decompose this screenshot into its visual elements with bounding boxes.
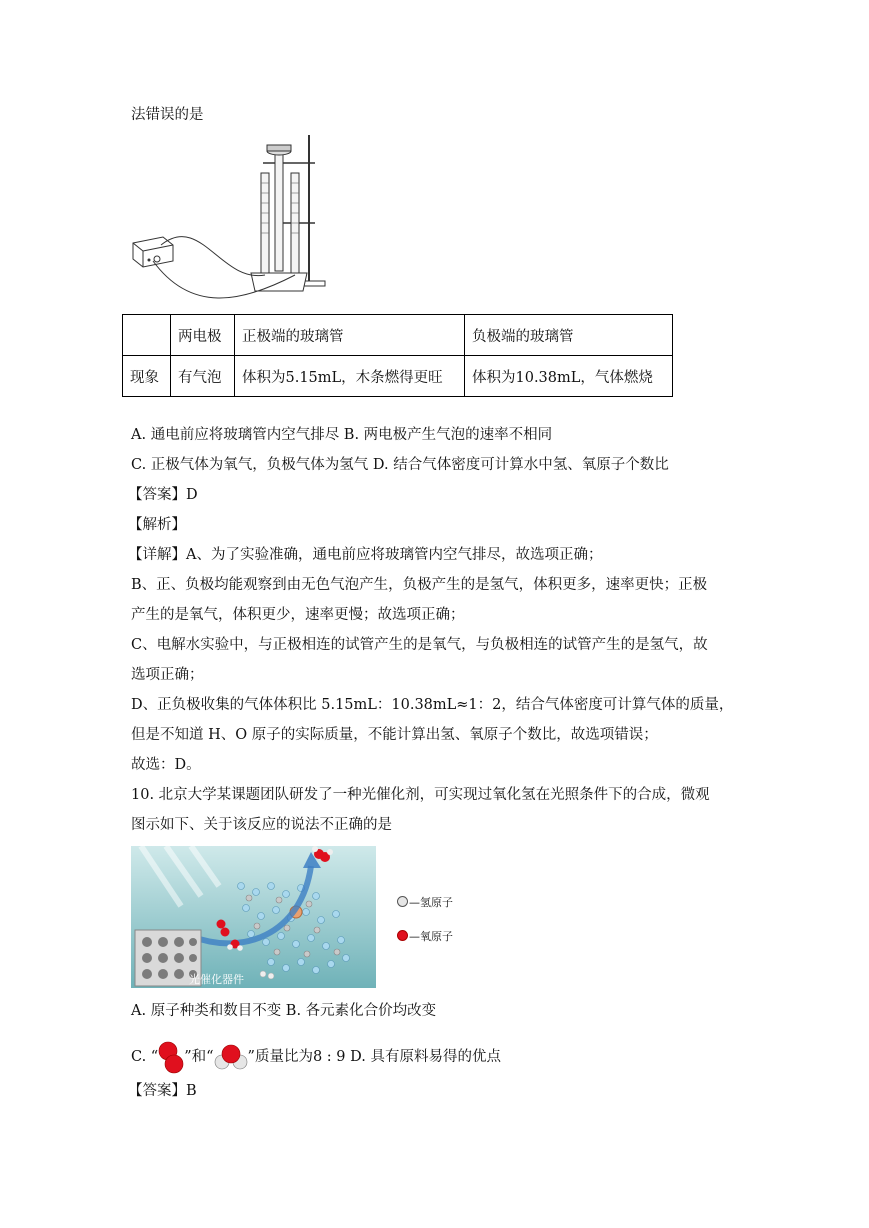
table-cell: [123, 315, 171, 356]
q9-detail-line: 故选：D。: [131, 757, 201, 773]
table-cell: 正极端的玻璃管: [235, 315, 465, 356]
table-cell: 两电极: [171, 315, 235, 356]
q10-stem-line: 10. 北京大学某课题团队研发了一种光催化剂，可实现过氧化氢在光照条件下的合成，微观: [131, 787, 710, 803]
q10-options-cd: [131, 1040, 501, 1070]
figure-caption: 光催化器件: [189, 973, 244, 986]
q9-detail-line: 产生的是氧气，体积更少，速率更慢；故选项正确；: [131, 607, 465, 623]
table-cell: 有气泡: [171, 356, 235, 397]
q9-detail-line: B、正、负极均能观察到由无色气泡产生，负极产生的是氢气，体积更多，速率更快；正极: [131, 577, 708, 593]
hydrogen-atom-icon: [397, 896, 408, 907]
legend-hydrogen: [397, 894, 453, 910]
q9-detail-line: 选项正确；: [131, 667, 204, 683]
photocatalysis-figure: [131, 846, 376, 988]
q9-detail-line: C、电解水实验中，与正极相连的试管产生的是氧气，与负极相连的试管产生的是氢气，故: [131, 637, 708, 653]
legend-oxygen: [397, 928, 453, 944]
q9-detail-line: 【详解】A、为了实验准确，通电前应将玻璃管内空气排尽，故选项正确；: [128, 547, 603, 563]
q10-option-c-suffix: ”质量比为8 : 9 D. 具有原料易得的优点: [247, 1049, 501, 1065]
question-intro: 法错误的是: [131, 107, 204, 123]
q9-analysis-label: 【解析】: [128, 517, 186, 533]
q9-options-cd: C. 正极气体为氧气，负极气体为氢气 D. 结合气体密度可计算水中氢、氧原子个数比: [131, 457, 669, 473]
legend-hydrogen-label: —氢原子: [409, 896, 453, 909]
q10-stem-line: 图示如下、关于该反应的说法不正确的是: [131, 817, 392, 833]
table-row: [123, 356, 673, 397]
q9-options-ab: A. 通电前应将玻璃管内空气排尽 B. 两电极产生气泡的速率不相同: [131, 427, 553, 443]
q10-option-c-prefix: C. “: [131, 1049, 159, 1065]
electrolysis-apparatus-figure: [131, 133, 331, 305]
table-cell: 体积为5.15mL，木条燃得更旺: [235, 356, 465, 397]
q9-detail-line: D、正负极收集的气体体积比 5.15mL：10.38mL≈1：2，结合气体密度可计算气体的质量，: [131, 697, 734, 713]
oxygen-molecule-icon: [158, 1040, 184, 1074]
table-cell: 现象: [123, 356, 171, 397]
observation-table: [122, 314, 673, 397]
q10-options-ab: A. 原子种类和数目不变 B. 各元素化合价均改变: [131, 1003, 437, 1019]
legend-oxygen-label: —氧原子: [409, 930, 453, 943]
oxygen-atom-icon: [397, 930, 408, 941]
table-cell: 负极端的玻璃管: [465, 315, 673, 356]
water-molecule-icon: [214, 1042, 248, 1072]
q9-answer: 【答案】D: [128, 487, 198, 503]
table-cell: 体积为10.38mL，气体燃烧: [465, 356, 673, 397]
q10-option-c-mid: ”和“: [184, 1049, 214, 1065]
q9-detail-line: 但是不知道 H、O 原子的实际质量，不能计算出氢、氧原子个数比，故选项错误；: [131, 727, 658, 743]
table-row: [123, 315, 673, 356]
q10-answer: 【答案】B: [128, 1083, 197, 1099]
